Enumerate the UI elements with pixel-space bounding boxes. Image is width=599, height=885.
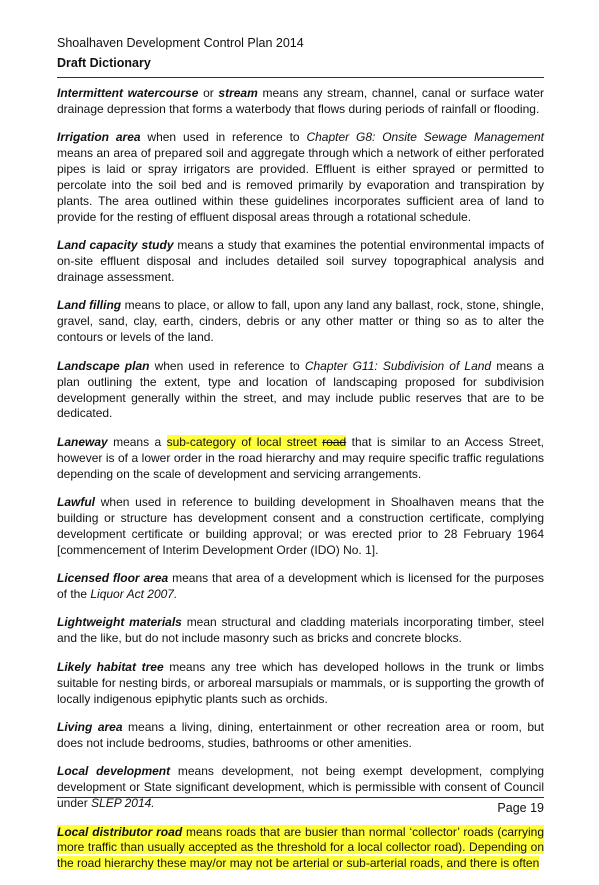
entry-term: Land capacity study bbox=[57, 238, 174, 253]
entry-text: means to place, or allow to fall, upon any land any ballast, rock, stone, shingle, gravel, sand, clay, earth, cinders, debris or any other matter or thing so as to alter the contours or levels of the land. bbox=[57, 298, 544, 345]
entry-irrigation-area bbox=[57, 130, 544, 225]
entry-term: Intermittent watercourse bbox=[57, 86, 199, 100]
entry-term: Likely habitat tree bbox=[57, 659, 164, 674]
chapter-reference: Chapter G11: Subdivision of Land bbox=[304, 358, 492, 373]
chapter-reference: Chapter G8: Onsite Sewage Management bbox=[306, 130, 544, 145]
plan-reference: SLEP 2014. bbox=[91, 796, 155, 811]
entry-licensed-floor-area bbox=[57, 571, 544, 603]
entry-term: Local distributor road bbox=[57, 824, 183, 839]
entry-term: Laneway bbox=[57, 434, 108, 449]
entry-term: Living area bbox=[57, 720, 123, 734]
entry-text: means a bbox=[107, 434, 167, 449]
dictionary-content bbox=[57, 86, 544, 885]
entry-text: means a living, dining, entertainment or other recreation area or room, but does not include bedrooms, studies, bathrooms or other amenities. bbox=[57, 720, 545, 750]
entry-term: Lawful bbox=[57, 495, 95, 510]
entry-term: Local development bbox=[57, 764, 171, 779]
entry-term: stream bbox=[218, 86, 258, 100]
entry-text: when used in reference to bbox=[149, 358, 305, 373]
document-title: Shoalhaven Development Control Plan 2014 bbox=[57, 36, 304, 50]
entry-laneway bbox=[57, 435, 544, 483]
entry-term: Licensed floor area bbox=[57, 571, 169, 586]
header-divider bbox=[57, 77, 544, 78]
section-title: Draft Dictionary bbox=[57, 56, 151, 70]
entry-intermittent-watercourse bbox=[57, 86, 544, 118]
entry-text: that is similar to an Access Street, however is of a lower order in the road hierarchy and may require specific traffic regulations depending on the scale of development and servicing arrangements. bbox=[57, 434, 544, 481]
entry-landscape-plan bbox=[57, 359, 544, 423]
entry-text: mean structural and cladding materials incorporating timber, steel and the like, but do not include masonry such as bricks and concrete blocks. bbox=[57, 615, 544, 646]
entry-living-area bbox=[57, 720, 544, 752]
entry-term: Land filling bbox=[57, 298, 122, 313]
entry-text: when used in reference to building development in Shoalhaven means that the building or structure has development consent and a construction certificate, complying development certificate or building approval; or was erected prior to 28 February 1964 [commencement of Interim Development Order (IDO) No. 1]. bbox=[57, 495, 544, 557]
entry-term: Irrigation area bbox=[57, 130, 141, 145]
entry-local-distributor-road bbox=[57, 825, 544, 873]
entry-land-capacity-study bbox=[57, 238, 544, 286]
entry-text: means roads that are busier than normal ‘collector’ roads (carrying more traffic than usually accepted as the threshold for a local collector road). Depending on the road hierarchy these may/or may not be arterial or sub-arterial roads, and there is often bbox=[57, 824, 544, 871]
entry-lawful bbox=[57, 495, 544, 559]
entry-text: means that area of a development which is licensed for the purposes of the bbox=[57, 571, 544, 602]
entry-term: Lightweight materials bbox=[57, 615, 182, 630]
entry-lightweight-materials bbox=[57, 615, 544, 647]
highlighted-text: sub-category of local street bbox=[166, 434, 323, 449]
entry-text: means a plan outlining the extent, type and location of landscaping proposed for subdivision development generally within the street, and may include public reserves that are to be dedicated. bbox=[57, 358, 544, 421]
entry-text: or bbox=[198, 86, 219, 100]
page-number: Page 19 bbox=[497, 801, 544, 815]
highlighted-entry bbox=[57, 825, 544, 871]
entry-likely-habitat-tree bbox=[57, 660, 544, 708]
entry-text: means a study that examines the potential environmental impacts of on-site effluent disposal and includes detailed soil survey topographical analysis and drainage assessment. bbox=[57, 238, 544, 285]
page-header bbox=[57, 35, 544, 71]
entry-text: when used in reference to bbox=[140, 130, 307, 145]
entry-local-development bbox=[57, 764, 544, 812]
entry-text: means any stream, channel, canal or surface water drainage depression that forms a waterbody that flows during periods of rainfall or flooding. bbox=[57, 86, 544, 116]
entry-term: Landscape plan bbox=[57, 358, 150, 373]
entry-text: means any tree which has developed hollows in the trunk or limbs suitable for nesting birds, or arboreal marsupials or mammals, or is supporting the growth of locally indigenous epiphytic plants such as orchids. bbox=[57, 659, 544, 706]
entry-text: means an area of prepared soil and aggregate through which a network of either perforated pipes is laid or spray irrigators are provided. Effluent is either sprayed or permitted to percolate into the soil bed and is removed primarily by evaporation and transpiration by plants. The area outlined within these guidelines incorporates sufficient area of land to provide for the resting of effluent disposal areas through a rotational schedule. bbox=[57, 146, 544, 224]
struck-text: road bbox=[322, 434, 347, 449]
entry-land-filling bbox=[57, 298, 544, 346]
footer-divider bbox=[57, 797, 544, 798]
act-reference: Liquor Act 2007. bbox=[90, 587, 178, 602]
entry-text: means development, not being exempt development, complying development or State significant development, which is permissible with consent of Council under bbox=[57, 764, 544, 811]
